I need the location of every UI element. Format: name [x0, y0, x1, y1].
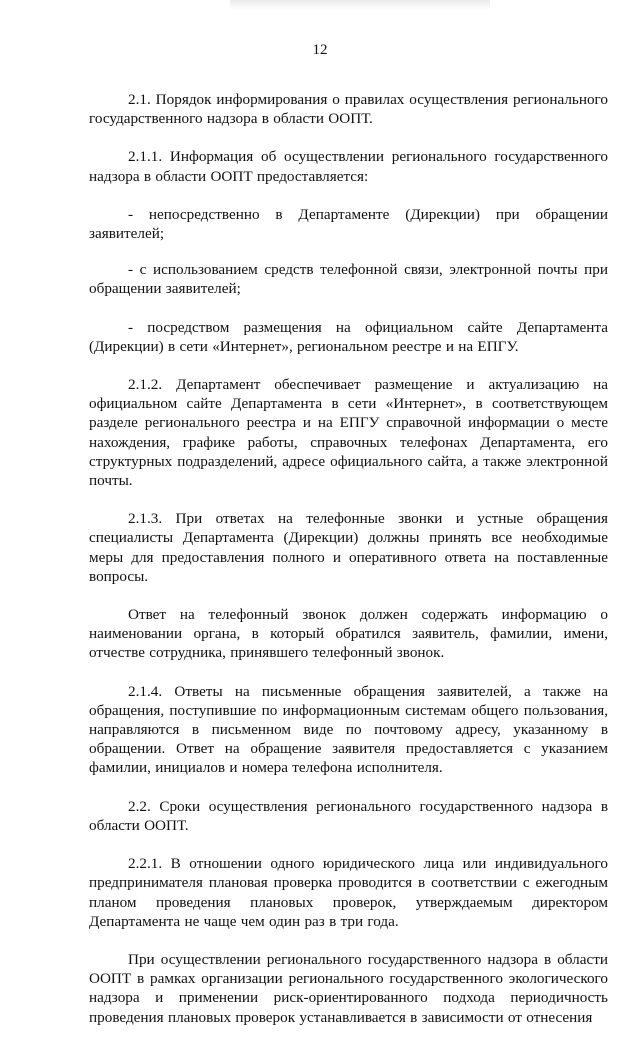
paragraph-2-1-1: 2.1.1. Информация об осуществлении регионального государственного надзора в области ООПТ предоставляется:	[89, 148, 608, 185]
paragraph-2-1-4: 2.1.4. Ответы на письменные обращения заявителей, а также на обращения, поступившие по информационным системам общего пользования, направляются в письменном виде по почтовому адресу, указанному в обращении. Ответ на обращение заявителя предоставляется с указанием фамилии, инициалов и номера телефона исполнителя.	[89, 682, 608, 777]
list-item-phone-email: - с использованием средств телефонной связи, электронной почты при обращении заявителей;	[89, 261, 608, 298]
page-number: 12	[312, 42, 328, 58]
paragraph-2-1-3: 2.1.3. При ответах на телефонные звонки и устные обращения специалисты Департамента (Дирекции) должны принять все необходимые меры для предоставления полного и оперативного ответа на поставленные вопросы.	[89, 510, 608, 585]
document-body	[89, 90, 608, 1046]
paragraph-2-1: 2.1. Порядок информирования о правилах осуществления регионального государственного надзора в области ООПТ.	[89, 91, 608, 128]
paragraph-2-2-1: 2.2.1. В отношении одного юридического лица или индивидуального предпринимателя плановая проверка проводится в соответствии с ежегодным планом проведения плановых проверок, утверждаемым директором Департамента не чаще чем один раз в три года.	[89, 855, 608, 930]
list-item-directly: - непосредственно в Департаменте (Дирекции) при обращении заявителей;	[89, 205, 608, 243]
list-item-website: - посредством размещения на официальном сайте Департамента (Дирекции) в сети «Интернет», региональном реестре и на ЕПГУ.	[89, 318, 608, 355]
scan-artifact	[230, 0, 490, 10]
paragraph-phone-answer: Ответ на телефонный звонок должен содержать информацию о наименовании органа, в который обратился заявитель, фамилии, имени, отчестве сотрудника, принявшего телефонный звонок.	[89, 606, 608, 662]
paragraph-2-1-2: 2.1.2. Департамент обеспечивает размещение и актуализацию на официальном сайте Департамента в сети «Интернет», в соответствующем разделе регионального реестра и на ЕПГУ справочной информации о месте нахождения, графике работы, справочных телефонах Департамента, его структурных подразделений, адресе официального сайта, а также электронной почты.	[89, 376, 608, 490]
paragraph-2-2: 2.2. Сроки осуществления регионального государственного надзора в области ООПТ.	[89, 797, 608, 834]
paragraph-risk-approach: При осуществлении регионального государственного надзора в области ООПТ в рамках организации регионального государственного экологического надзора и применении риск-ориентированного подхода периодичность проведения плановых проверок устанавливается в зависимости от отнесения	[89, 950, 608, 1026]
